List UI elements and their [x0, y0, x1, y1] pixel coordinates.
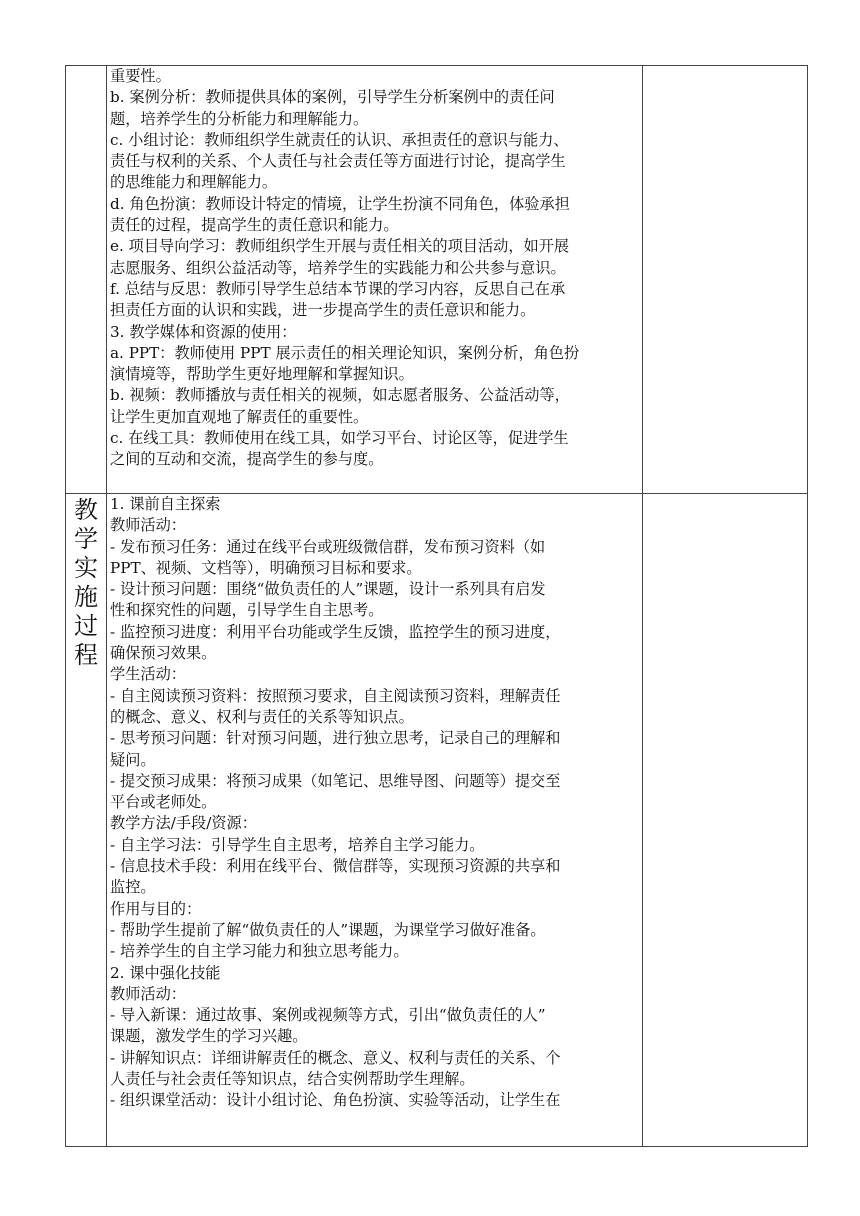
text-line: 责任与权利的关系、个人责任与社会责任等方面进行讨论，提高学生 [110, 152, 566, 171]
text-line: - 组织课堂活动：设计小组讨论、角色扮演、实验等活动，让学生在 [110, 1091, 561, 1110]
section-content-cell [107, 66, 643, 494]
text-line: - 自主学习法：引导学生自主思考，培养自主学习能力。 [110, 835, 485, 854]
text-line: 平台或老师处。 [110, 793, 217, 812]
label-char: 过 [74, 612, 98, 640]
label-char: 实 [74, 554, 98, 582]
text-line: 2. 课中强化技能 [110, 963, 221, 982]
text-line: 1. 课前自主探索 [110, 495, 221, 513]
text-line: 作用与目的： [110, 899, 202, 918]
content-lines [110, 66, 640, 471]
text-line: 重要性。 [110, 67, 171, 85]
table-row-implementation [66, 494, 808, 1147]
text-line: 教学方法/手段/资源： [110, 814, 257, 833]
text-line: 性和探究性的问题，引导学生自主思考。 [110, 601, 384, 620]
section-label-cell [66, 494, 107, 1147]
notes-cell [643, 494, 808, 1147]
text-line: 课题，激发学生的学习兴趣。 [110, 1027, 308, 1046]
label-char: 学 [74, 525, 98, 553]
text-line: f. 总结与反思：教师引导学生总结本节课的学习内容，反思自己在承 [110, 279, 566, 298]
text-line: b. 视频：教师播放与责任相关的视频，如志愿者服务、公益活动等， [110, 386, 570, 405]
text-line: - 提交预习成果：将预习成果（如笔记、思维导图、问题等）提交至 [110, 771, 561, 790]
text-line: 责任的过程，提高学生的责任意识和能力。 [110, 216, 399, 235]
text-line: PPT、视频、文档等），明确预习目标和要求。 [110, 558, 422, 577]
text-line: - 自主阅读预习资料：按照预习要求，自主阅读预习资料，理解责任 [110, 686, 561, 705]
section-content-cell [107, 494, 643, 1147]
text-line: d. 角色扮演：教师设计特定的情境，让学生扮演不同角色，体验承担 [110, 194, 570, 213]
text-line: - 发布预习任务：通过在线平台或班级微信群，发布预习资料（如 [110, 537, 546, 556]
text-line: 之间的互动和交流，提高学生的参与度。 [110, 450, 384, 469]
section-label-cell [66, 66, 107, 494]
text-line: 志愿服务、组织公益活动等，培养学生的实践能力和公共参与意识。 [110, 258, 566, 277]
text-line: c. 在线工具：教师使用在线工具，如学习平台、讨论区等，促进学生 [110, 429, 569, 448]
text-line: b. 案例分析：教师提供具体的案例，引导学生分析案例中的责任问 [110, 88, 555, 107]
text-line: 3. 教学媒体和资源的使用： [110, 322, 297, 341]
notes-cell [643, 66, 808, 494]
text-line: 的思维能力和理解能力。 [110, 173, 278, 192]
text-line: 题，培养学生的分析能力和理解能力。 [110, 109, 369, 128]
text-line: - 设计预习问题：围绕“做负责任的人”课题，设计一系列具有启发 [110, 580, 546, 599]
content-lines [110, 494, 640, 1112]
text-line: 监控。 [110, 878, 156, 897]
text-line: 教师活动： [110, 516, 186, 535]
text-line: 确保预习效果。 [110, 644, 217, 663]
table-row-top [66, 66, 808, 494]
text-line: - 导入新课：通过故事、案例或视频等方式，引出“做负责任的人” [110, 1006, 546, 1025]
label-char: 教 [74, 496, 98, 524]
text-line: - 培养学生的自主学习能力和独立思考能力。 [110, 942, 409, 961]
text-line: - 帮助学生提前了解“做负责任的人”课题，为课堂学习做好准备。 [110, 920, 546, 939]
text-line: 让学生更加直观地了解责任的重要性。 [110, 407, 369, 426]
text-line: 学生活动： [110, 665, 186, 684]
section-label-implementation-process [66, 494, 106, 670]
text-line: 人责任与社会责任等知识点，结合实例帮助学生理解。 [110, 1070, 475, 1089]
text-line: c. 小组讨论：教师组织学生就责任的认识、承担责任的意识与能力、 [110, 130, 569, 149]
text-line: 疑问。 [110, 750, 156, 769]
text-line: 的概念、意义、权利与责任的关系等知识点。 [110, 707, 414, 726]
text-line: - 监控预习进度：利用平台功能或学生反馈，监控学生的预习进度， [110, 622, 561, 641]
text-line: 教师活动： [110, 984, 186, 1003]
label-char: 施 [74, 583, 98, 611]
text-line: - 讲解知识点：详细讲解责任的概念、意义、权利与责任的关系、个 [110, 1048, 561, 1067]
text-line: 担责任方面的认识和实践，进一步提高学生的责任意识和能力。 [110, 301, 536, 320]
text-line: 演情境等，帮助学生更好地理解和掌握知识。 [110, 365, 414, 384]
text-line: - 思考预习问题：针对预习问题，进行独立思考，记录自己的理解和 [110, 729, 561, 748]
text-line: - 信息技术手段：利用在线平台、微信群等，实现预习资源的共享和 [110, 857, 561, 876]
label-char: 程 [74, 641, 98, 669]
text-line: a. PPT：教师使用 PPT 展示责任的相关理论知识，案例分析，角色扮 [110, 343, 580, 362]
text-line: e. 项目导向学习：教师组织学生开展与责任相关的项目活动，如开展 [110, 237, 570, 256]
lesson-plan-table [65, 65, 808, 1147]
